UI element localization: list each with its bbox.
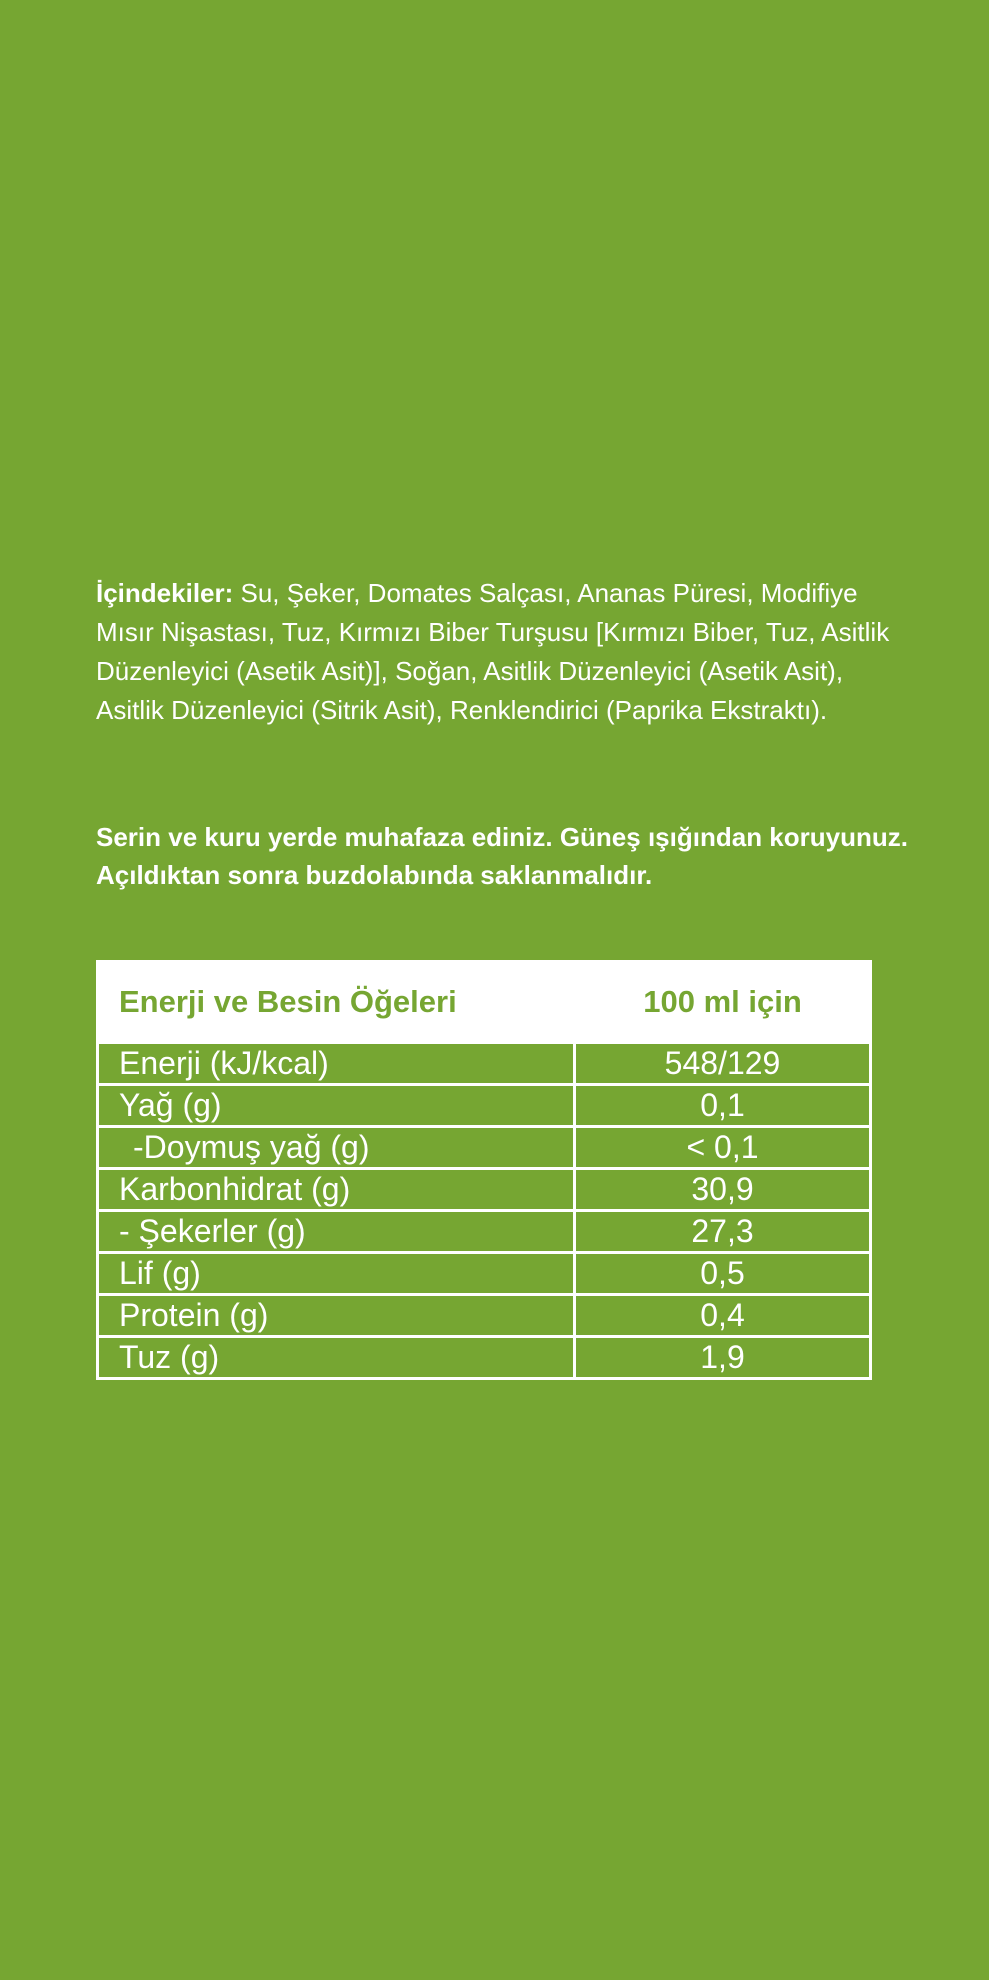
nutrient-value: 0,4 — [575, 1295, 871, 1337]
nutrient-name: Yağ (g) — [98, 1085, 575, 1127]
nutrient-value: < 0,1 — [575, 1127, 871, 1169]
storage-line-1: Serin ve kuru yerde muhafaza ediniz. Güneş ışığından koruyunuz. — [96, 822, 908, 852]
table-row — [98, 1085, 871, 1127]
table-row — [98, 1295, 871, 1337]
storage-instructions — [96, 818, 916, 894]
nutrient-name: -Doymuş yağ (g) — [98, 1127, 575, 1169]
ingredients-text — [96, 574, 896, 730]
nutrient-name: Karbonhidrat (g) — [98, 1169, 575, 1211]
nutrient-name: Lif (g) — [98, 1253, 575, 1295]
ingredients-list: Su, Şeker, Domates Salçası, Ananas Püresi, Modifiye Mısır Nişastası, Tuz, Kırmızı Biber Turşusu [Kırmızı Biber, Tuz, Asitlik Düzenleyici (Asetik Asit)], Soğan, Asitlik Düzenleyici (Asetik Asit), Asitlik Düzenleyici (Sitrik Asit), Renklendirici (Paprika Ekstraktı). — [96, 578, 890, 725]
ingredients-label: İçindekiler: — [96, 578, 234, 608]
nutrition-header-row — [98, 962, 871, 1043]
table-row — [98, 1127, 871, 1169]
nutrient-value: 27,3 — [575, 1211, 871, 1253]
storage-line-2: Açıldıktan sonra buzdolabında saklanmalıdır. — [96, 860, 653, 890]
table-row — [98, 1211, 871, 1253]
nutrient-name: Enerji (kJ/kcal) — [98, 1043, 575, 1085]
table-row — [98, 1253, 871, 1295]
nutrient-name: Protein (g) — [98, 1295, 575, 1337]
nutrient-value: 1,9 — [575, 1337, 871, 1379]
nutrient-value: 0,5 — [575, 1253, 871, 1295]
nutrient-value: 0,1 — [575, 1085, 871, 1127]
table-row — [98, 1043, 871, 1085]
nutrient-value: 548/129 — [575, 1043, 871, 1085]
nutrient-name: Tuz (g) — [98, 1337, 575, 1379]
nutrition-header-value: 100 ml için — [575, 962, 871, 1043]
nutrition-header-name: Enerji ve Besin Öğeleri — [98, 962, 575, 1043]
table-row — [98, 1337, 871, 1379]
nutrient-value: 30,9 — [575, 1169, 871, 1211]
nutrition-table — [96, 960, 872, 1380]
nutrient-name: - Şekerler (g) — [98, 1211, 575, 1253]
table-row — [98, 1169, 871, 1211]
